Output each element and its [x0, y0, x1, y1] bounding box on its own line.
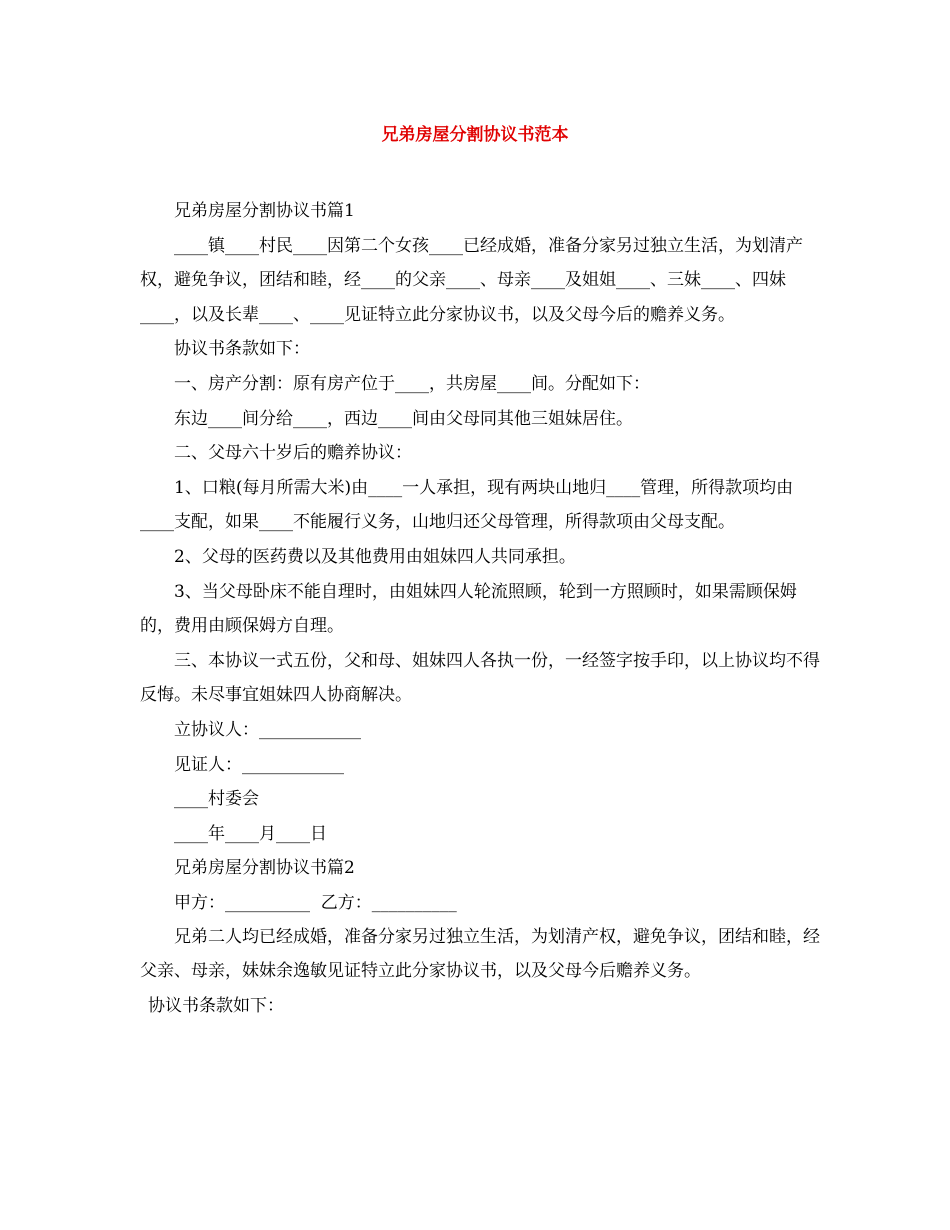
document-body	[140, 194, 820, 1024]
paragraph-intro: ____镇____村民____因第二个女孩____已经成婚，准备分家另过独立生活，为划清产权，避免争议，团结和睦，经____的父亲____、母亲____及姐姐____、三妹____、四妹____，以及长辈____、____见证特立此分家协议书，以及父母今后的赡养义务。	[140, 235, 803, 325]
paragraph-intro-2: 兄弟二人均已经成婚，准备分家另过独立生活，为划清产权，避免争议，团结和睦，经父亲、母亲，妹妹余逸敏见证特立此分家协议书，以及父母今后赡养义务。	[140, 926, 820, 982]
clause-property-allocation: 东边____间分给____，西边____间由父母同其他三姐妹居住。	[174, 408, 633, 429]
document-title: 兄弟房屋分割协议书范本	[381, 125, 569, 145]
clauses-heading: 协议书条款如下：	[174, 339, 310, 360]
date-line: ____年____月____日	[174, 823, 327, 844]
clauses-heading-2: 协议书条款如下：	[148, 996, 284, 1017]
parties-line: 甲方：__________ 乙方：__________	[174, 892, 457, 913]
section-heading-2: 兄弟房屋分割协议书篇2	[174, 858, 355, 879]
clause-support-heading: 二、父母六十岁后的赡养协议：	[174, 443, 412, 464]
section-heading-1: 兄弟房屋分割协议书篇1	[174, 201, 355, 221]
clause-support-2: 2、父母的医药费以及其他费用由姐妹四人共同承担。	[174, 546, 576, 567]
signatory-line: 立协议人：____________	[174, 719, 361, 740]
clause-property: 一、房产分割：原有房产位于____，共房屋____间。分配如下：	[174, 373, 650, 394]
clause-support-3: 3、当父母卧床不能自理时，由姐妹四人轮流照顾，轮到一方照顾时，如果需顾保姆的，费用由顾保姆方自理。	[140, 581, 797, 637]
village-committee-line: ____村委会	[174, 789, 259, 810]
witness-line: 见证人：____________	[174, 754, 344, 775]
clause-support-1: 1、口粮(每月所需大米)由____一人承担，现有两块山地归____管理，所得款项均由____支配，如果____不能履行义务，山地归还父母管理，所得款项由父母支配。	[140, 477, 794, 533]
clause-copies: 三、本协议一式五份，父和母、姐妹四人各执一份，一经签字按手印，以上协议均不得反悔。未尽事宜姐妹四人协商解决。	[140, 650, 820, 706]
